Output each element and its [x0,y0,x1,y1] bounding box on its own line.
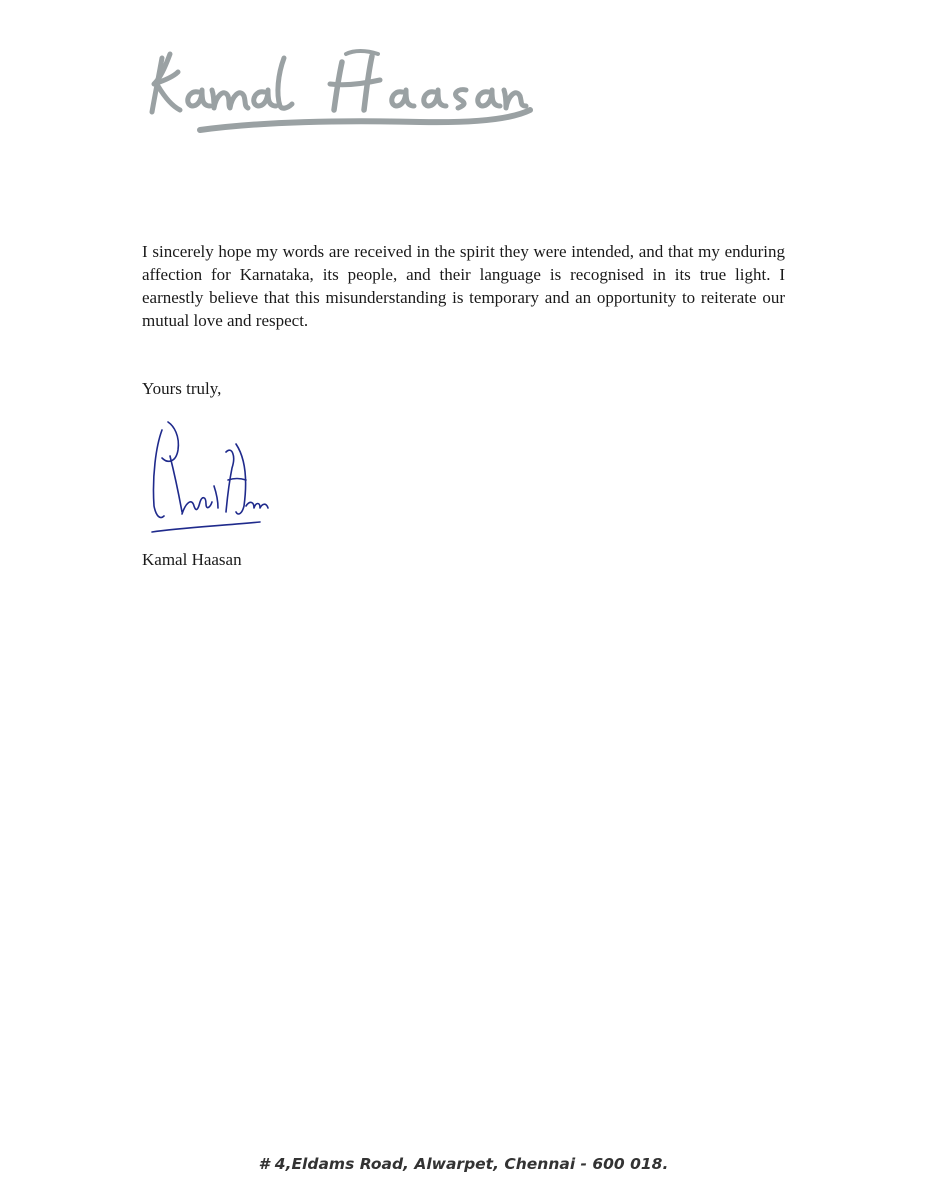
signatory-name: Kamal Haasan [142,550,242,569]
letter-body: I sincerely hope my words are received in the spirit they were intended, and that my enduring affection for Karnataka, its people, and their language is recognised in its true light. I earnestly believe that this misunderstanding is temporary and an opportunity to reiterate our mutual love and respect. [142,242,785,330]
handwritten-signature [148,416,274,540]
letter-closing: Yours truly, [142,379,222,398]
footer-address: # 4,Eldams Road, Alwarpet, Chennai - 600 018. [258,1155,669,1173]
letterhead-logo [140,40,540,145]
